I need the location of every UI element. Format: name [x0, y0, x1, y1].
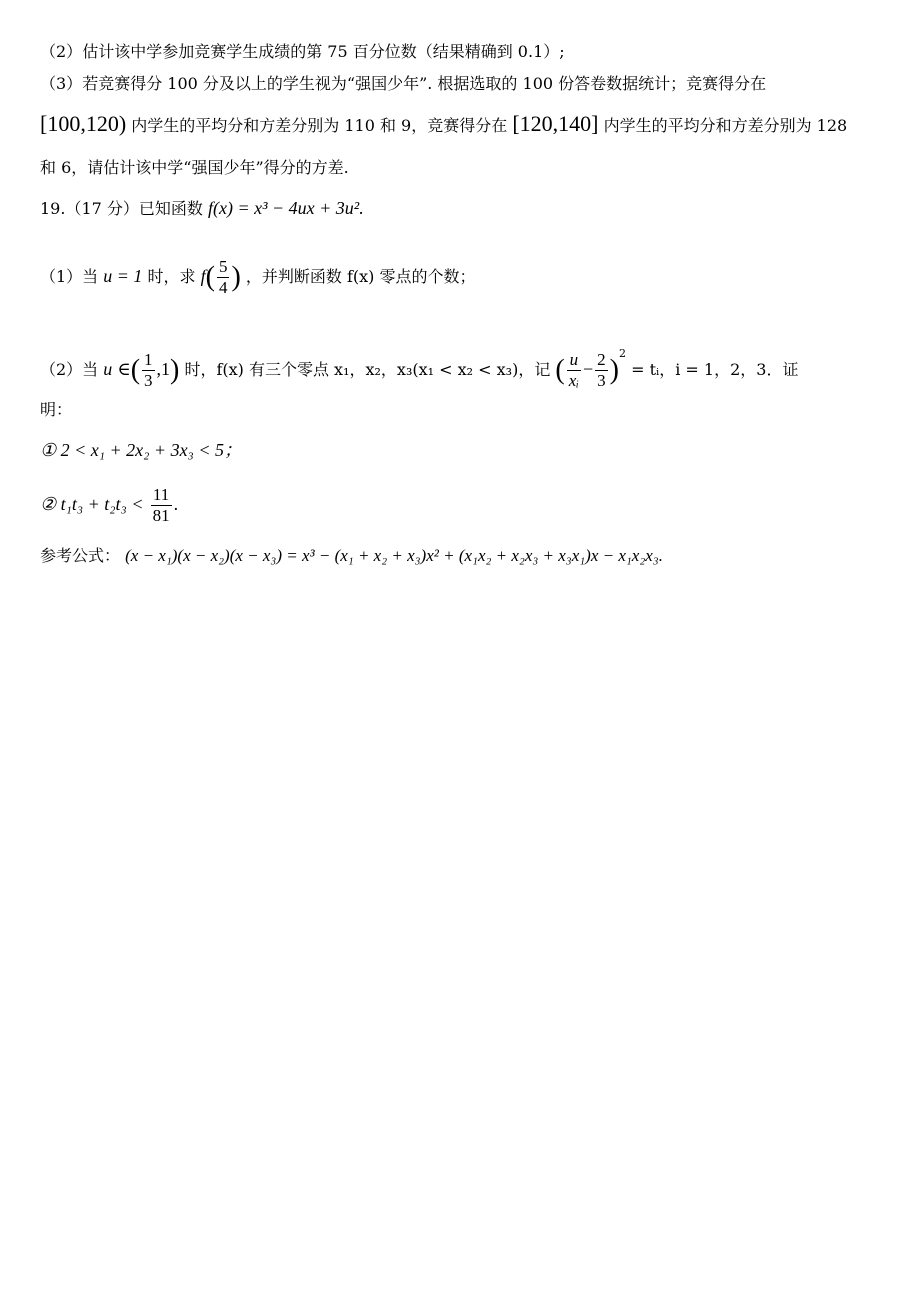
claim1-text: ① 2 < x₁ + 2x₂ + 3x₃ < 5； — [40, 440, 242, 460]
interval-120-140: [120,140] — [512, 111, 599, 136]
fraction-11-81: $\frac{11}{81}$ — [152, 485, 170, 525]
q18-part2 — [40, 40, 862, 64]
q19-claim1 — [40, 438, 862, 463]
fraction-5-4 — [217, 257, 230, 298]
q19-part1-text: 时，求 — [147, 267, 196, 286]
q19-part1: （1）当 u = 1 时，求 f( $\frac{5}{4}$ ) ，并判断函数 f(x) 零点的个数； — [40, 257, 476, 297]
fraction-2-3: $\frac{2}{3}$ — [597, 350, 606, 390]
reference-label: 参考公式： — [40, 546, 121, 565]
q19-part2-label: （2）当 — [40, 360, 99, 379]
q18-part3-mid2: 内学生的平均分和方差分别为 128 — [603, 116, 848, 135]
reference-formula — [40, 544, 862, 568]
q18-part3-line3 — [40, 156, 862, 180]
q18-part2-label: （2） — [40, 42, 83, 61]
interval-100-120: [100,120) — [40, 111, 127, 136]
q19-header — [40, 196, 862, 221]
frac-denominator: 4 — [218, 278, 228, 297]
q18-part3-mid: 内学生的平均分和方差分别为 110 和 9，竞赛得分在 — [131, 116, 508, 135]
q19-part1-label: （1）当 — [40, 267, 99, 286]
q19-part2-text: 时，f(x) 有三个零点 x₁，x₂，x₃(x₁ < x₂ < x₃)，记 — [184, 360, 551, 379]
q18-part3-line2 — [40, 112, 862, 138]
fraction-1-3: $\frac{1}{3}$ — [144, 350, 153, 390]
q18-part3-text: 若竞赛得分 100 分及以上的学生视为“强国少年”. 根据选取的 100 份答卷数据统计；竞赛得分在 — [82, 74, 767, 93]
q19-part2-cont: 明： — [40, 400, 73, 419]
q18-part3-end: 和 6，请估计该中学“强国少年”得分的方差. — [40, 158, 349, 177]
q18-part2-text: 估计该中学参加竞赛学生成绩的第 75 百分位数（结果精确到 0.1）; — [82, 42, 565, 61]
q19-claim2: ② t₁t₃ + t₂t₃ < $\frac{11}{81}$ . — [40, 485, 179, 525]
q19-part2: （2）当 u ∈( $\frac{1}{3}$ ,1) 时，f(x) 有三个零点 x₁，x₂，x₃(x₁ < x₂ < x₃)，记 ( $\frac{u}{\text{xᵢ}}$ − $\frac{2}{3}$ )$^2$ = tᵢ，i = 1，2，3．证 — [40, 347, 799, 390]
q18-part3-line1 — [40, 72, 862, 96]
q19-part1-tail: ，并判断函数 f(x) 零点的个数； — [245, 267, 476, 286]
frac-numerator: 5 — [218, 257, 228, 276]
q19-part1-cond: u = 1 — [103, 266, 143, 286]
fraction-u-xi: $\frac{u}{\text{xᵢ}}$ — [568, 350, 579, 390]
q19-part2-tail: = tᵢ，i = 1，2，3．证 — [631, 360, 799, 379]
q19-header-text: 19.（17 分）已知函数 — [40, 199, 203, 218]
reference-formula-text: (x − x₁)(x − x₂)(x − x₃) = x³ − (x₁ + x₂ + x₃)x² + (x₁x₂ + x₂x₃ + x₃x₁)x − x₁x₂x₃. — [125, 546, 663, 565]
claim2-left: ② t₁t₃ + t₂t₃ < — [40, 494, 144, 514]
q19-function: f(x) = x³ − 4ux + 3u². — [208, 198, 364, 218]
q18-part3-label: （3） — [40, 74, 83, 93]
